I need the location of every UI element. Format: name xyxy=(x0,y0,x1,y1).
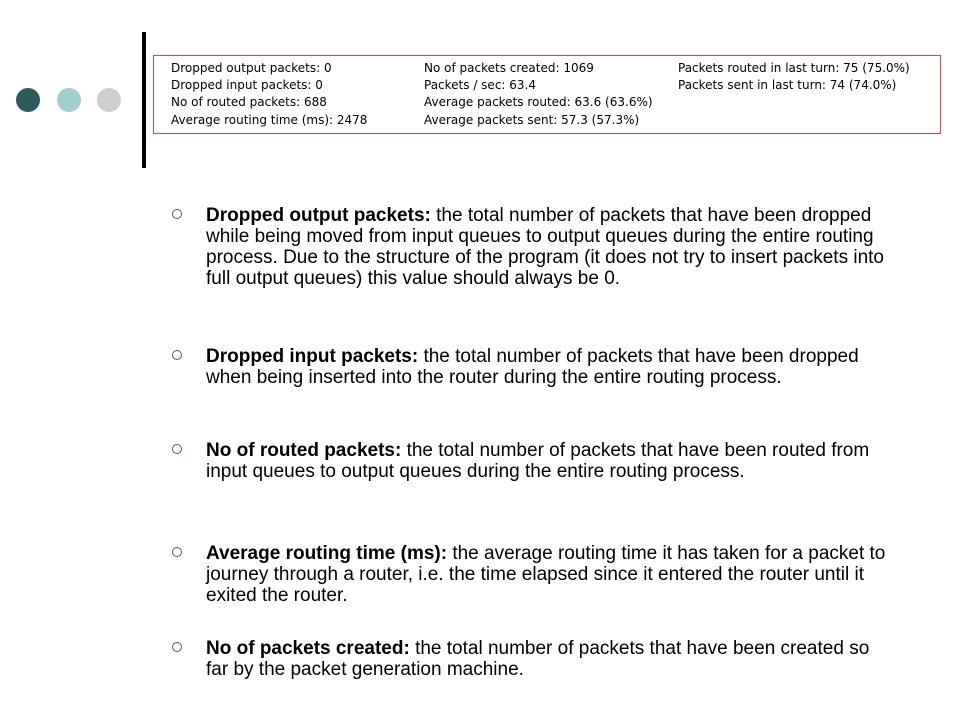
list-item-text xyxy=(206,205,896,289)
bullet-circle-icon xyxy=(172,642,182,652)
list-item-description: the total number of packets that have been routed from input queues to output queues during the entire routing process. xyxy=(206,440,870,482)
list-item-description: the total number of packets that have been dropped when being inserted into the router during the entire routing process. xyxy=(206,346,859,388)
stat-dropped-output: Dropped output packets: 0 xyxy=(171,61,332,75)
bullet-circle-icon xyxy=(172,350,182,360)
list-item-text xyxy=(206,638,896,680)
list-item-term: No of routed packets: xyxy=(206,440,402,461)
list-item-term: Dropped input packets: xyxy=(206,346,419,367)
stat-packets-per-sec: Packets / sec: 63.4 xyxy=(424,78,536,92)
stat-routed-packets: No of routed packets: 688 xyxy=(171,95,327,109)
list-item-text xyxy=(206,440,896,482)
stat-average-routing-time: Average routing time (ms): 2478 xyxy=(171,113,368,127)
list-item-text xyxy=(206,346,896,388)
stat-sent-last-turn: Packets sent in last turn: 74 (74.0%) xyxy=(678,78,897,92)
bullet-circle-icon xyxy=(172,444,182,454)
list-item-description: the average routing time it has taken for a packet to journey through a router, i.e. the time elapsed since it entered the router until it exited the router. xyxy=(206,543,886,606)
stat-routed-last-turn: Packets routed in last turn: 75 (75.0%) xyxy=(678,61,910,75)
bullet-circle-icon xyxy=(172,547,182,557)
list-item-description: the total number of packets that have been dropped while being moved from input queues to output queues during the entire routing process. Due to the structure of the program (it does not try to insert packets into full output queues) this value should always be 0. xyxy=(206,205,884,289)
list-item-term: No of packets created: xyxy=(206,638,410,659)
stat-average-packets-routed: Average packets routed: 63.6 (63.6%) xyxy=(424,95,653,109)
stat-average-packets-sent: Average packets sent: 57.3 (57.3%) xyxy=(424,113,640,127)
bullet-circle-icon xyxy=(172,209,182,219)
stat-dropped-input: Dropped input packets: 0 xyxy=(171,78,323,92)
list-item-description: the total number of packets that have been created so far by the packet generation machine. xyxy=(206,638,870,680)
list-item-text xyxy=(206,543,896,606)
list-item-term: Average routing time (ms): xyxy=(206,543,448,564)
stat-packets-created: No of packets created: 1069 xyxy=(424,61,594,75)
list-item-term: Dropped output packets: xyxy=(206,205,431,226)
